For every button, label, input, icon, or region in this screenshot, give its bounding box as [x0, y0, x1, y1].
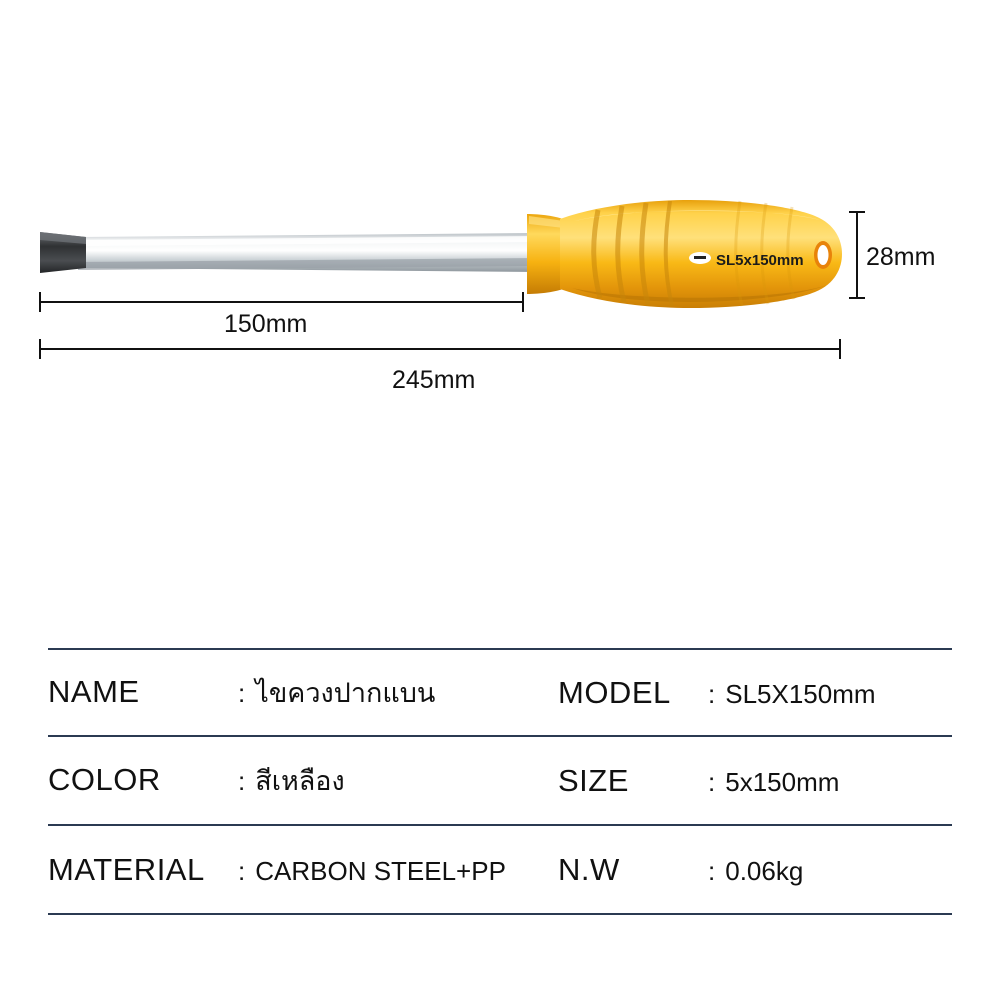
dimension-label-handle-diameter: 28mm: [866, 243, 936, 271]
spec-cell-net-weight: [558, 852, 952, 888]
spec-key-color: COLOR: [48, 762, 161, 797]
table-row: [48, 737, 952, 826]
spec-colon: :: [708, 678, 716, 709]
handle-hang-hole: [814, 241, 832, 269]
spec-cell-material: [48, 852, 558, 888]
spec-cell-name: [48, 671, 558, 714]
table-row: [48, 648, 952, 737]
spec-key-net-weight: N.W: [558, 851, 620, 887]
blade-tip: [40, 232, 86, 273]
spec-key-model: MODEL: [558, 674, 671, 710]
handle-brand-text: SL5x150mm: [716, 252, 804, 269]
spec-colon: :: [238, 678, 246, 708]
spec-colon: :: [708, 855, 716, 886]
dimension-label-overall-length: 245mm: [392, 366, 476, 394]
table-row: [48, 826, 952, 915]
spec-key-material: MATERIAL: [48, 851, 205, 887]
spec-value-color: สีเหลือง: [255, 766, 345, 796]
spec-value-name: ไขควงปากแบน: [255, 678, 436, 708]
spec-value-size: 5x150mm: [725, 766, 840, 797]
spec-colon: :: [238, 855, 246, 886]
specification-table: [48, 648, 952, 915]
dimension-label-blade-length: 150mm: [224, 310, 308, 338]
spec-value-model: SL5X150mm: [725, 678, 876, 709]
spec-cell-color: [48, 759, 558, 802]
spec-colon: :: [238, 766, 246, 796]
spec-cell-model: [558, 675, 952, 711]
spec-value-net-weight: 0.06kg: [725, 855, 804, 886]
spec-key-name: NAME: [48, 674, 140, 709]
blade-shaft: [78, 233, 540, 272]
spec-value-material: CARBON STEEL+PP: [255, 855, 506, 886]
spec-cell-size: [558, 763, 952, 799]
spec-colon: :: [708, 766, 716, 797]
spec-key-size: SIZE: [558, 762, 629, 798]
